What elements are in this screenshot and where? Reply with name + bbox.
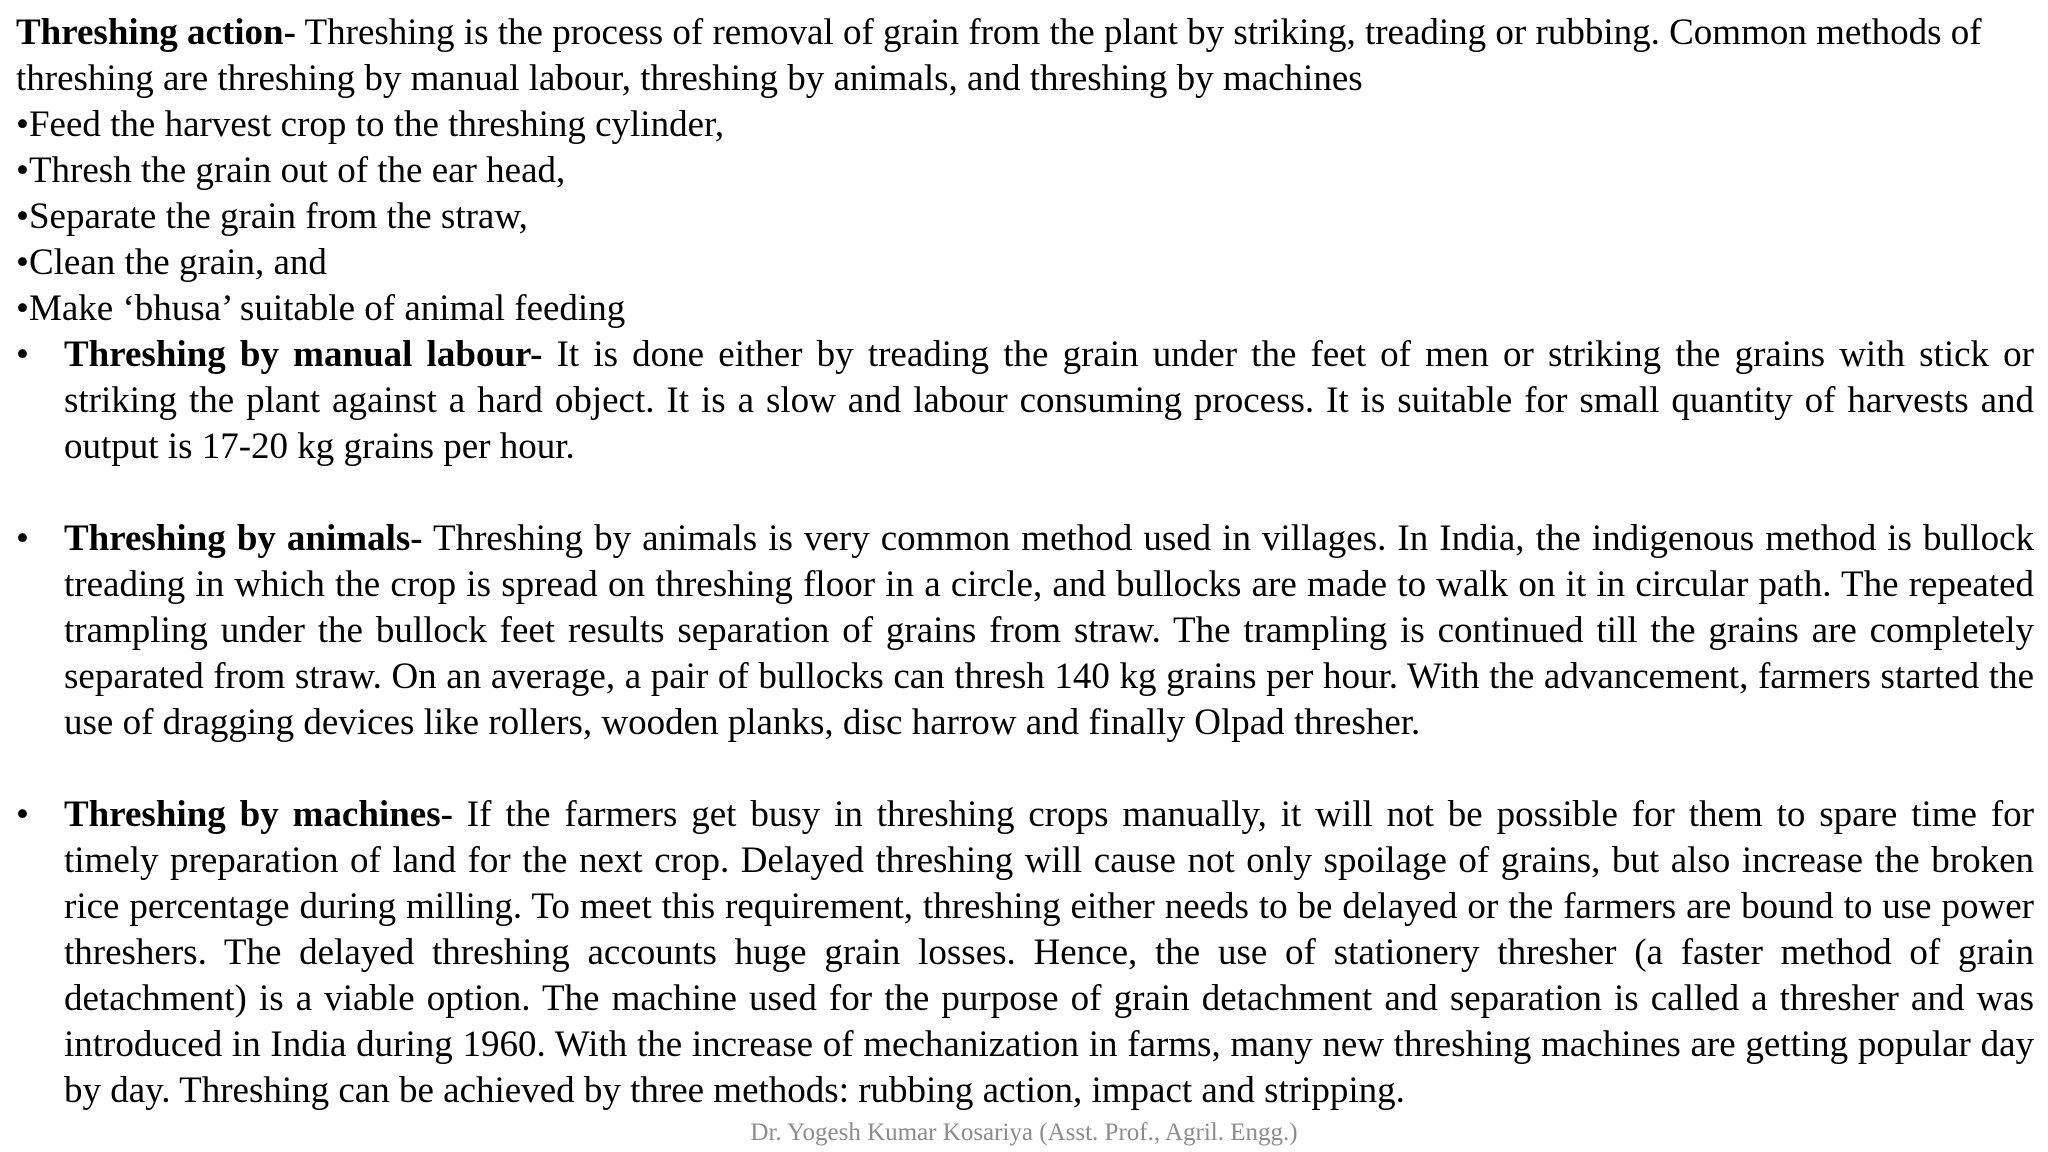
method-body: It is done either by treading the grain under the feet of men or striking the grains with stick or striking the plant against a hard object. It is a slow and labour consuming process. It is suitable for small quantity of harvests and output is 17-20 kg grains per hour. (64, 334, 2035, 467)
intro-heading: Threshing action- (16, 12, 296, 53)
intro-text: Threshing is the process of removal of grain from the plant by striking, treading or rubbing. Common methods of threshing are threshing by manual labour, threshing by animals, and threshing by machines (16, 12, 1982, 99)
threshing-steps-list (16, 102, 2034, 332)
step-item: •Thresh the grain out of the ear head, (16, 150, 566, 191)
step-item: •Make ‘bhusa’ suitable of animal feeding (16, 288, 626, 329)
method-text-block (64, 792, 2034, 1114)
slide-content (16, 10, 2034, 1114)
method-body: Threshing by animals is very common method used in villages. In India, the indigenous method is bullock treading in which the crop is spread on threshing floor in a circle, and bullocks are made to walk on it in circular path. The repeated trampling under the bullock feet results separation of grains from straw. The trampling is continued till the grains are completely separated from straw. On an average, a pair of bullocks can thresh 140 kg grains per hour. With the advancement, farmers started the use of dragging devices like rollers, wooden planks, disc harrow and finally Olpad thresher. (64, 518, 2034, 743)
method-manual-labour (16, 332, 2034, 470)
method-heading: Threshing by animals- (64, 518, 423, 559)
intro-paragraph (16, 10, 2034, 102)
method-body: If the farmers get busy in threshing crops manually, it will not be possible for them to spare time for timely preparation of land for the next crop. Delayed threshing will cause not only spoilage of grains, but also increase the broken rice percentage during milling. To meet this requirement, threshing either needs to be delayed or the farmers are bound to use power threshers. The delayed threshing accounts huge grain losses. Hence, the use of stationery thresher (a faster method of grain detachment) is a viable option. The machine used for the purpose of grain detachment and separation is called a thresher and was introduced in India during 1960. With the increase of mechanization in farms, many new threshing machines are getting popular day by day. Threshing can be achieved by three methods: rubbing action, impact and stripping. (64, 794, 2034, 1111)
method-heading: Threshing by machines- (64, 794, 453, 835)
bullet-marker: • (16, 518, 29, 559)
method-heading: Threshing by manual labour- (64, 334, 543, 375)
step-item: •Feed the harvest crop to the threshing cylinder, (16, 104, 725, 145)
threshing-methods-list (16, 332, 2034, 1114)
method-animals (16, 516, 2034, 746)
step-item: •Separate the grain from the straw, (16, 196, 528, 237)
footer-author-credit: Dr. Yogesh Kumar Kosariya (Asst. Prof., Agril. Engg.) (750, 1119, 1298, 1146)
step-item: •Clean the grain, and (16, 242, 327, 283)
bullet-marker: • (16, 334, 29, 375)
method-text-block (64, 516, 2034, 746)
bullet-marker: • (16, 794, 29, 835)
method-text-block (64, 332, 2034, 470)
method-machines (16, 792, 2034, 1114)
